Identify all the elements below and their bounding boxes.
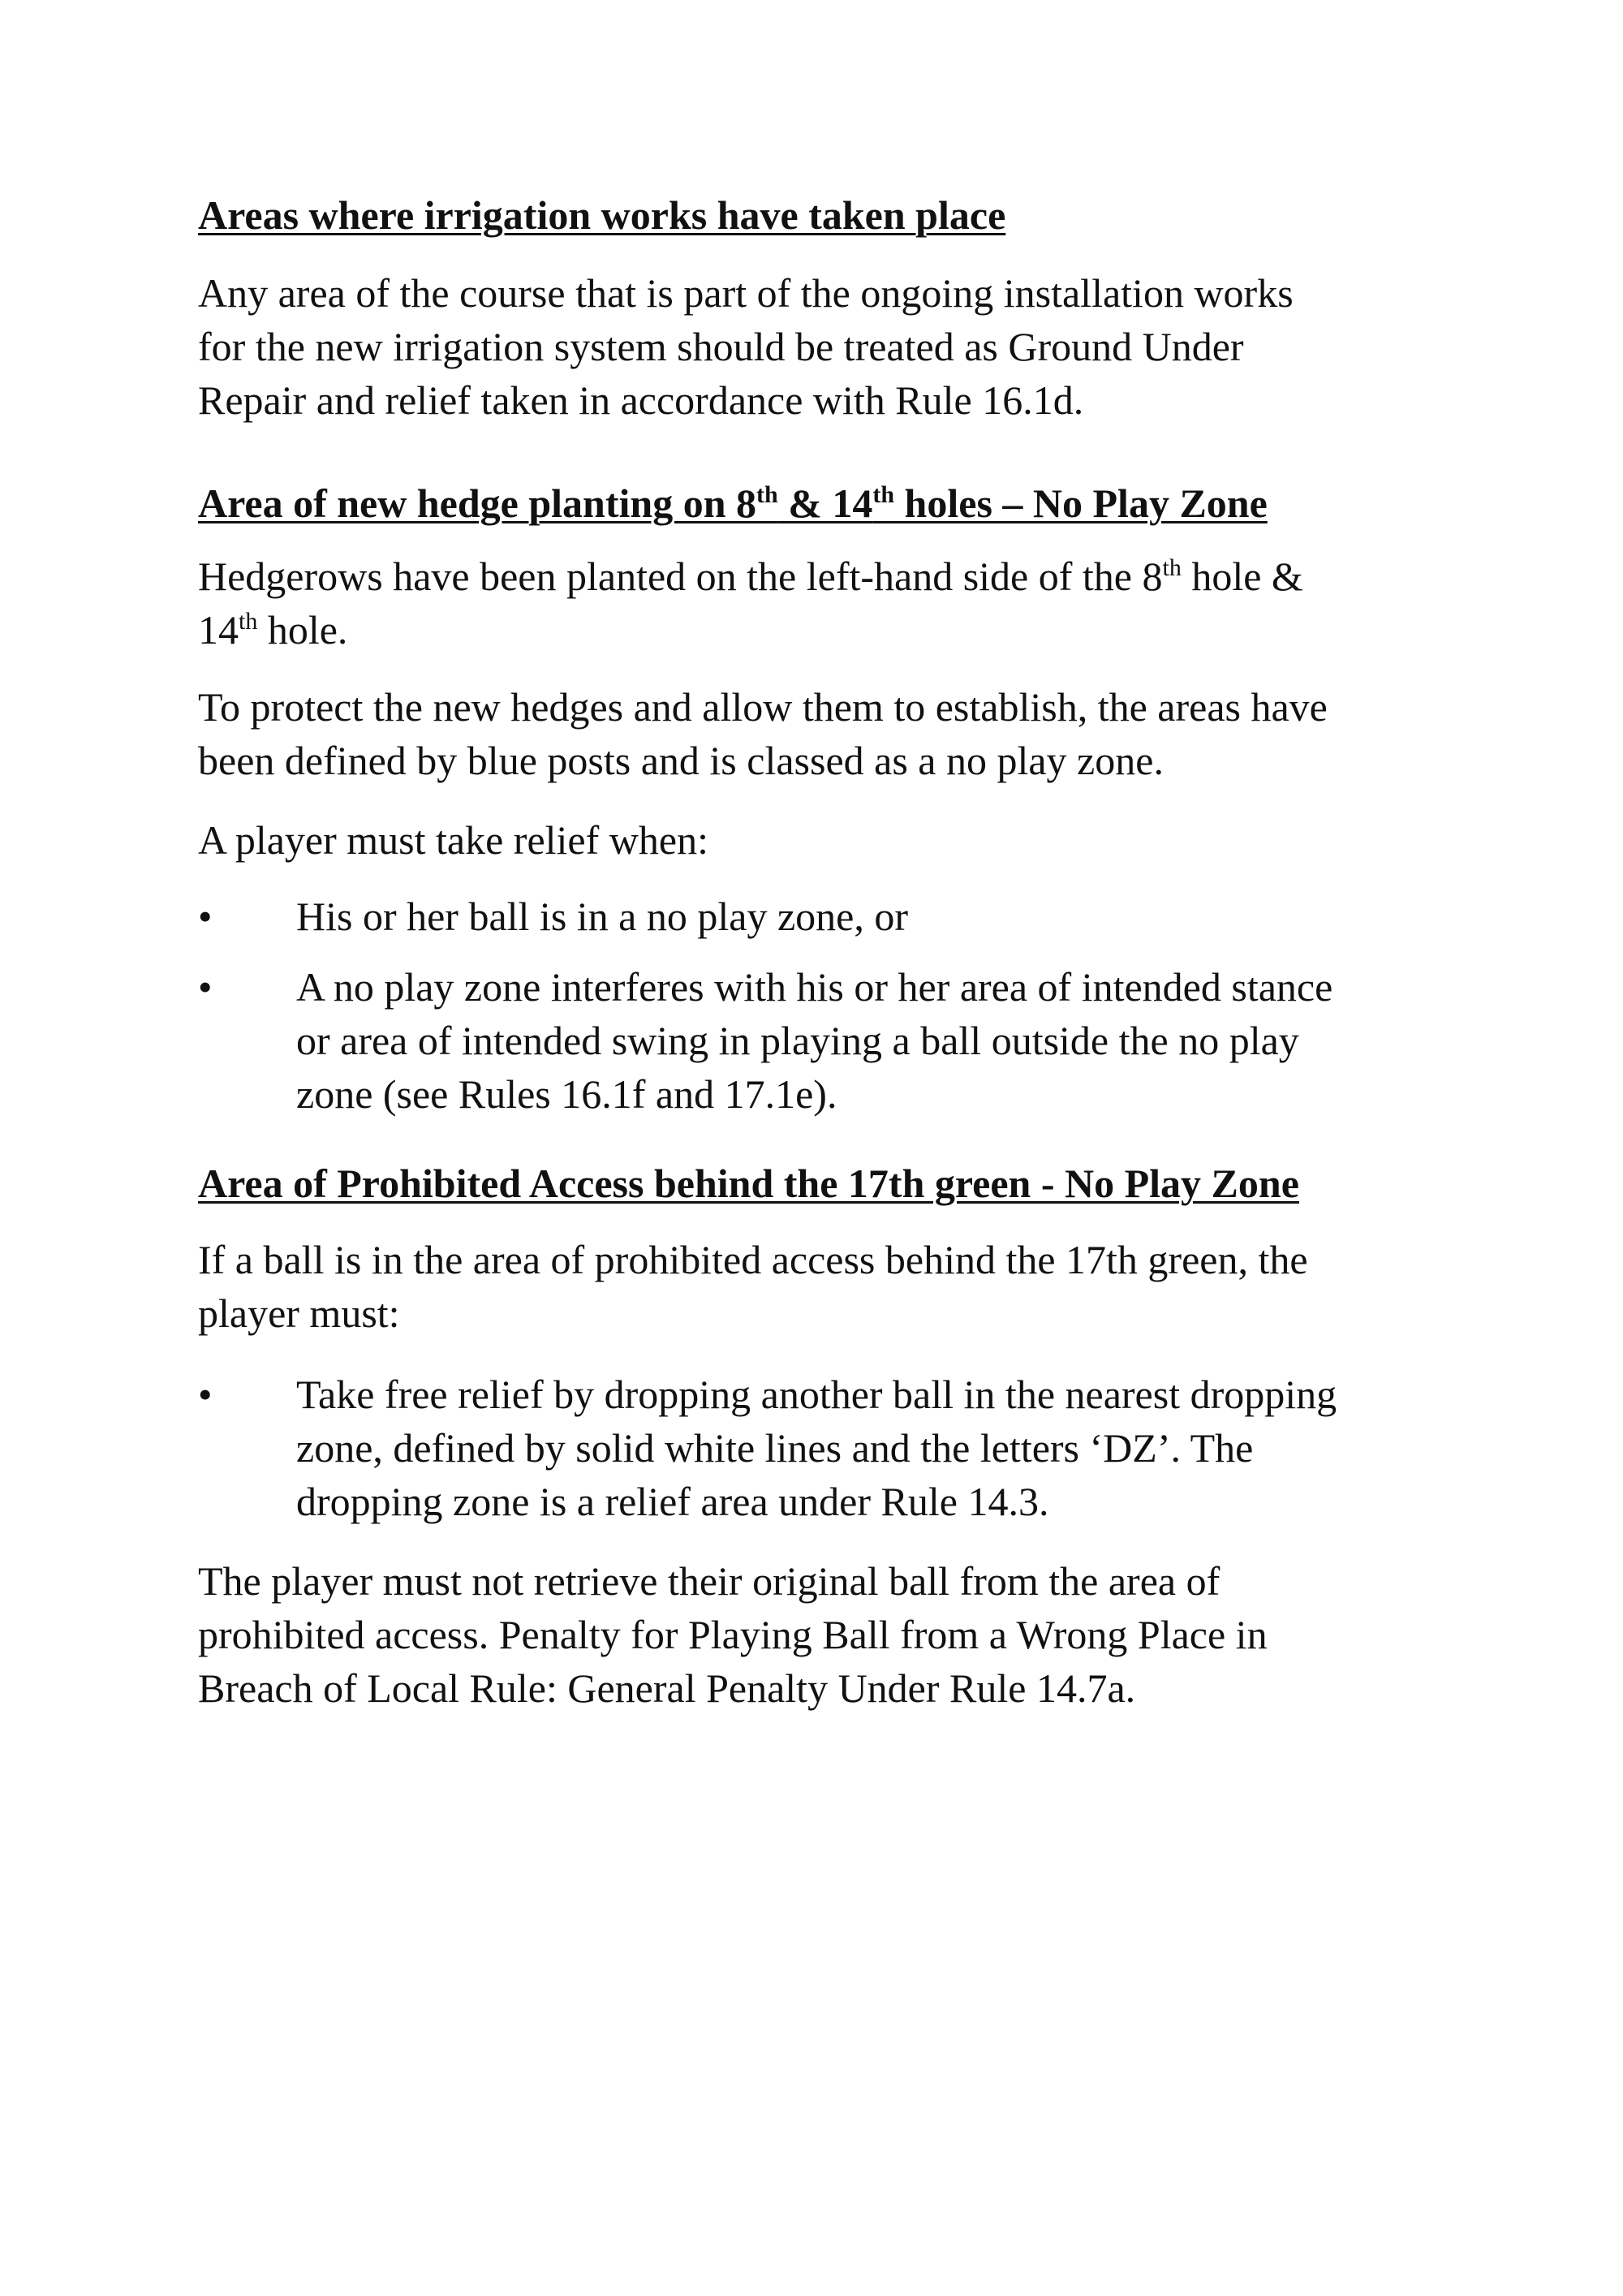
text-line: or area of intended swing in playing a ball outside the no play: [296, 1018, 1299, 1063]
text-line: The player must not retrieve their original ball from the area of: [198, 1558, 1220, 1604]
prohibited-paragraph-2: [198, 1554, 1268, 1715]
text-line: Any area of the course that is part of the ongoing installation works: [198, 270, 1294, 316]
text-line: dropping zone is a relief area under Rule 14.3.: [296, 1479, 1049, 1524]
hedge-paragraph-1: [198, 549, 1303, 657]
hedge-paragraph-3: A player must take relief when:: [198, 817, 708, 863]
bullet-item: [296, 960, 1332, 1121]
text-line: player must:: [198, 1290, 400, 1336]
text-line: Repair and relief taken in accordance with Rule 16.1d.: [198, 377, 1084, 423]
text-line: zone, defined by solid white lines and the letters ‘DZ’. The: [296, 1425, 1254, 1471]
section-heading-prohibited-access: Area of Prohibited Access behind the 17th green - No Play Zone: [198, 1161, 1299, 1206]
text-line: 14th hole.: [198, 607, 348, 653]
text-line: zone (see Rules 16.1f and 17.1e).: [296, 1071, 837, 1117]
text-line: To protect the new hedges and allow them to establish, the areas have: [198, 684, 1328, 730]
bullet-marker: •: [198, 894, 213, 939]
text-line: been defined by blue posts and is classed as a no play zone.: [198, 738, 1164, 783]
bullet-item: [296, 1368, 1337, 1528]
prohibited-paragraph-1: [198, 1233, 1308, 1340]
bullet-marker: •: [198, 964, 213, 1010]
text-line: His or her ball is in a no play zone, or: [296, 894, 908, 939]
bullet-marker: •: [198, 1372, 213, 1417]
text-line: Breach of Local Rule: General Penalty Under Rule 14.7a.: [198, 1665, 1136, 1711]
text-line: Take free relief by dropping another ball in the nearest dropping: [296, 1372, 1337, 1417]
text-line: A no play zone interferes with his or her area of intended stance: [296, 964, 1333, 1010]
text-line: prohibited access. Penalty for Playing Ball from a Wrong Place in: [198, 1612, 1268, 1657]
bullet-item: [296, 890, 908, 943]
hedge-paragraph-2: [198, 680, 1328, 787]
text-line: Hedgerows have been planted on the left-hand side of the 8th hole &: [198, 554, 1303, 599]
text-line: for the new irrigation system should be treated as Ground Under: [198, 324, 1244, 369]
irrigation-paragraph: [198, 266, 1294, 427]
section-heading-hedge: Area of new hedge planting on 8th & 14th holes – No Play Zone: [198, 480, 1268, 526]
text-line: If a ball is in the area of prohibited access behind the 17th green, the: [198, 1237, 1308, 1282]
section-heading-irrigation: Areas where irrigation works have taken place: [198, 192, 1006, 238]
